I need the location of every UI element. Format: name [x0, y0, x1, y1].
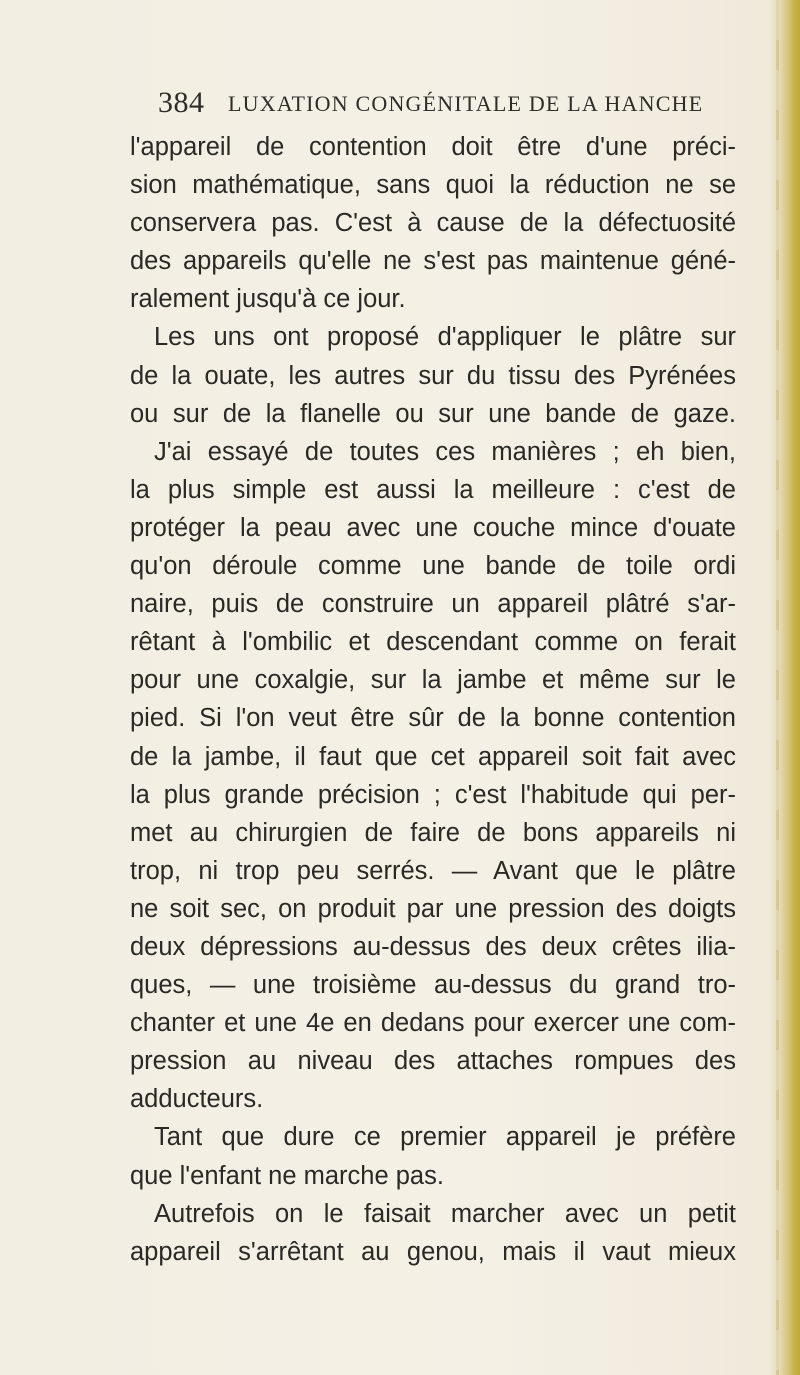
- text-line: trop, ni trop peu serrés. — Avant que le plâtre: [130, 856, 736, 885]
- text-line: ralement jusqu'à ce jour.: [130, 285, 406, 314]
- text-line: ne soit sec, on produit par une pression des doigts: [130, 894, 736, 923]
- text-line: de la ouate, les autres sur du tissu des Pyrénées: [130, 361, 736, 390]
- page-number: 384: [158, 86, 205, 119]
- text-line: pied. Si l'on veut être sûr de la bonne contention: [130, 704, 736, 733]
- text-line: Autrefois on le faisait marcher avec un petit: [154, 1199, 736, 1228]
- text-line: chanter et une 4e en dedans pour exercer une com-: [130, 1009, 736, 1038]
- text-line: de la jambe, il faut que cet appareil soit fait avec: [130, 742, 736, 771]
- page-edge: [770, 0, 800, 1375]
- text-line: conservera pas. C'est à cause de la défectuosité: [130, 209, 736, 238]
- page-header: [158, 86, 738, 126]
- text-line: la plus simple est aussi la meilleure : c'est de: [130, 475, 736, 504]
- text-line: sion mathématique, sans quoi la réduction ne se: [130, 171, 736, 200]
- text-line: appareil s'arrêtant au genou, mais il vaut mieux: [130, 1237, 736, 1266]
- text-line: protéger la peau avec une couche mince d'ouate: [130, 513, 736, 542]
- text-line: l'appareil de contention doit être d'une préci-: [130, 133, 736, 161]
- text-line: naire, puis de construire un appareil plâtré s'ar-: [130, 590, 736, 619]
- text-line: ques, — une troisième au-dessus du grand tro-: [130, 971, 736, 1000]
- text-line: qu'on déroule comme une bande de toile ordi: [130, 552, 736, 581]
- text-line: J'ai essayé de toutes ces manières ; eh bien,: [154, 437, 736, 466]
- text-line: rêtant à l'ombilic et descendant comme on ferait: [130, 628, 736, 657]
- text-line: met au chirurgien de faire de bons appareils ni: [130, 818, 736, 847]
- text-line: Tant que dure ce premier appareil je préfère: [154, 1123, 736, 1152]
- text-line: des appareils qu'elle ne s'est pas maintenue géné-: [130, 247, 736, 276]
- text-line: deux dépressions au-dessus des deux crêtes ilia-: [130, 932, 736, 961]
- running-head: LUXATION CONGÉNITALE DE LA HANCHE: [228, 91, 704, 116]
- text-line: ou sur de la flanelle ou sur une bande de gaze.: [130, 399, 736, 428]
- text-line: pression au niveau des attaches rompues des: [130, 1047, 736, 1076]
- text-line: Les uns ont proposé d'appliquer le plâtre sur: [154, 323, 736, 352]
- text-line: pour une coxalgie, sur la jambe et même sur le: [130, 666, 736, 695]
- text-line: adducteurs.: [130, 1085, 264, 1114]
- body-text: [130, 128, 736, 1271]
- text-line: la plus grande précision ; c'est l'habitude qui per-: [130, 780, 736, 809]
- text-line: que l'enfant ne marche pas.: [130, 1161, 444, 1190]
